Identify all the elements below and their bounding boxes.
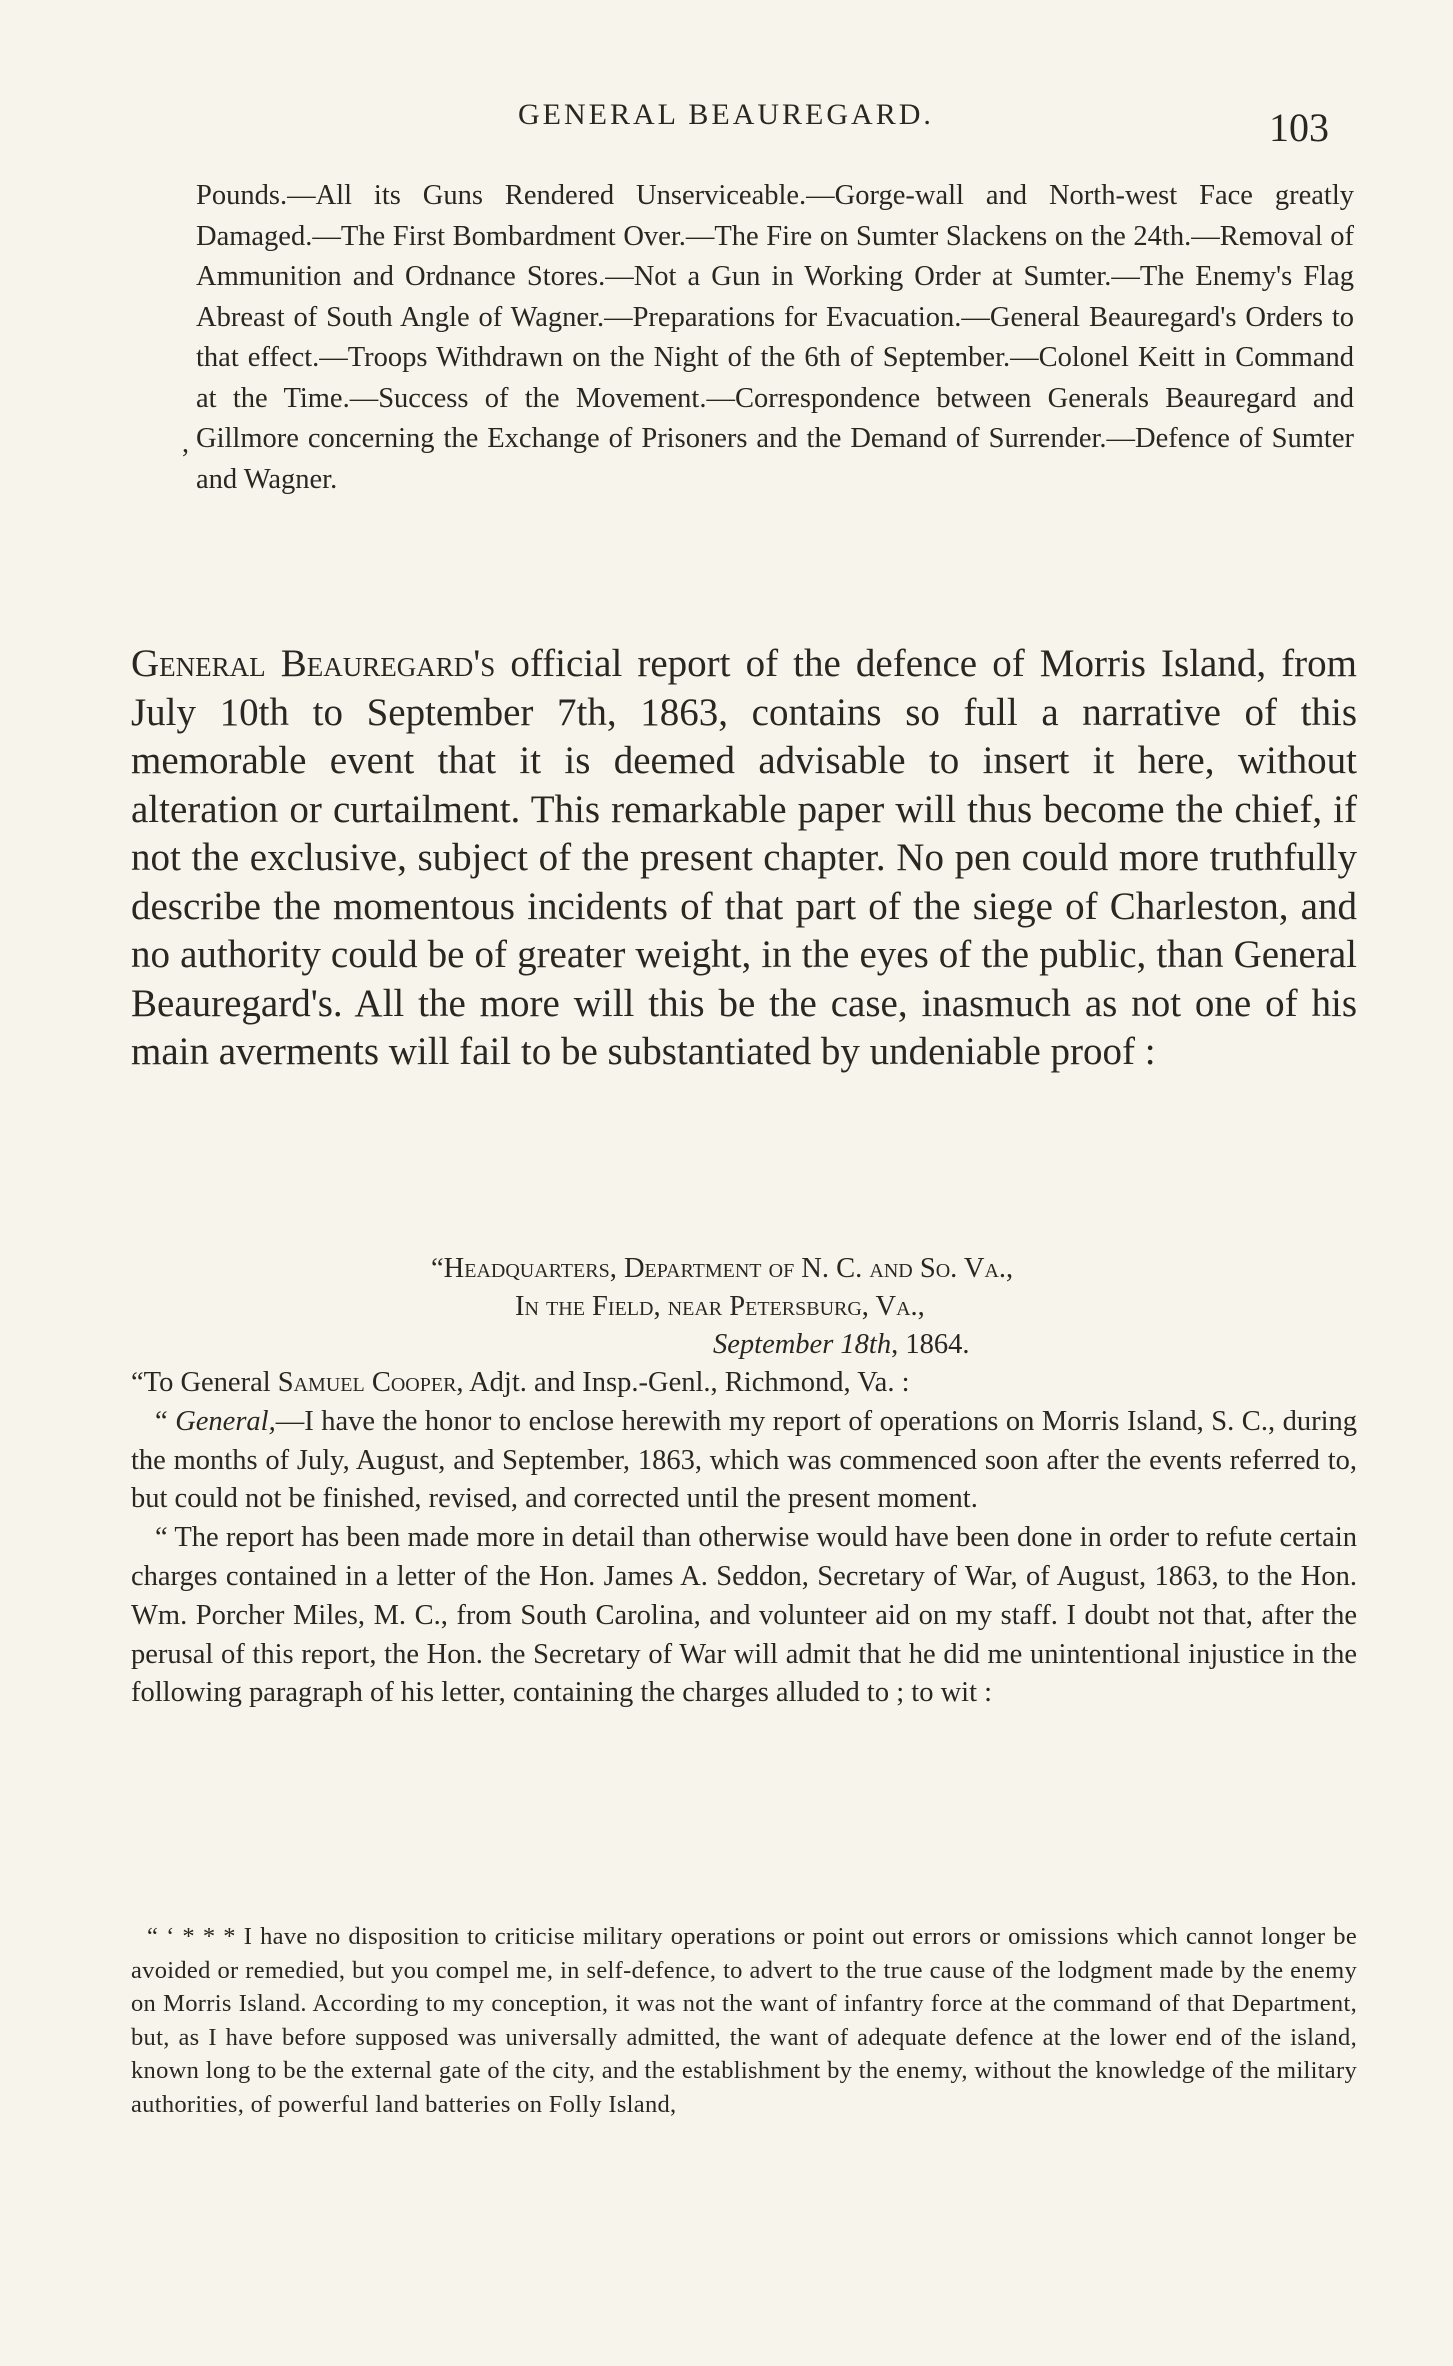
summary-text: Pounds.—All its Guns Rendered Unserviceable.—Gorge-wall and North-west Face greatly Damaged.—The First Bombardment Over.—The Fire on Sumter Slackens on the 24th.—Removal of Ammunition and Ordnance Stores.—Not a Gun in Working Order at Sumter.—The Enemy's Flag Abreast of South Angle of Wagner.—Preparations for Evacuation.—General Beauregard's Orders to that effect.—Troops Withdrawn on the Night of the 6th of September.—Colonel Keitt in Command at the Time.—Success of the Movement.—Correspondence between Generals Beauregard and Gillmore concerning the Exchange of Prisoners and the Demand of Surrender.—Defence of Sumter and Wagner.	[196, 180, 1354, 495]
to-rest: , Adjt. and Insp.-Genl., Richmond, Va. :	[456, 1367, 910, 1398]
letter-heading	[131, 1250, 1357, 1364]
letter-date-rest: , 1864.	[891, 1329, 970, 1360]
heading-line-2: In the Field, near Petersburg, Va.,	[515, 1291, 925, 1322]
page-number: 103	[1269, 105, 1329, 150]
p1-open: “	[155, 1405, 176, 1437]
letter-addressee	[131, 1364, 1357, 1403]
stray-mark: ,	[182, 428, 189, 459]
letter-body	[131, 1364, 1357, 1713]
letter-date-italic: September 18th	[713, 1329, 892, 1360]
to-prefix: “To General	[131, 1367, 278, 1398]
letter-paragraph-1	[131, 1403, 1357, 1519]
heading-line-1: “Headquarters, Department of N. C. and So. Va.,	[431, 1253, 1014, 1284]
body-paragraph	[131, 640, 1357, 1077]
quote-text: “ ‘ * * * I have no disposition to criticise military operations or point out errors or omissions which cannot longer be avoided or remedied, but you compel me, in self-defence, to advert to the true cause of the lodgment made by the enemy on Morris Island. According to my conception, it was not the want of infantry force at the command of that Department, but, as I have before supposed was universally admitted, the want of adequate defence at the lower end of the island, known long to be the external gate of the city, and the establishment by the enemy, without the knowledge of the military authorities, of powerful land batteries on Folly Island,	[131, 1923, 1357, 2118]
page-header	[0, 92, 1453, 152]
p1-text: —I have the honor to enclose herewith my report of operations on Morris Island, S. C., during the months of July, August, and September, 1863, which was commenced soon after the events referred to, but could not be finished, revised, and corrected until the present moment.	[131, 1405, 1358, 1515]
letter-paragraph-2: “ The report has been made more in detail than otherwise would have been done in order to refute certain charges contained in a letter of the Hon. James A. Seddon, Secretary of War, of August, 1863, to the Hon. Wm. Porcher Miles, M. C., from South Carolina, and volunteer aid on my staff. I doubt not that, after the perusal of this report, the Hon. the Secretary of War will admit that he did me unintentional injustice in the following paragraph of his letter, containing the charges alluded to ; to wit :	[131, 1522, 1357, 1709]
to-name: Samuel Cooper	[277, 1367, 457, 1398]
lead-small-caps: General Beauregard's	[131, 642, 496, 685]
body-text: official report of the defence of Morris Island, from July 10th to September 7th, 1863, contains so full a narrative of this memorable event that it is deemed advisable to insert it here, without alteration or curtailment. This remarkable paper will thus become the chief, if not the exclusive, subject of the present chapter. No pen could more truthfully describe the momentous incidents of that part of the siege of Charleston, and no authority could be of greater weight, in the eyes of the public, than General Beauregard's. All the more will this be the case, inasmuch as not one of his main averments will fail to be substantiated by undeniable proof :	[131, 642, 1357, 1073]
quoted-letter-excerpt	[131, 1920, 1357, 2121]
p1-salutation: General,	[175, 1405, 276, 1437]
running-head: GENERAL BEAUREGARD.	[518, 98, 934, 131]
chapter-summary	[196, 176, 1354, 500]
